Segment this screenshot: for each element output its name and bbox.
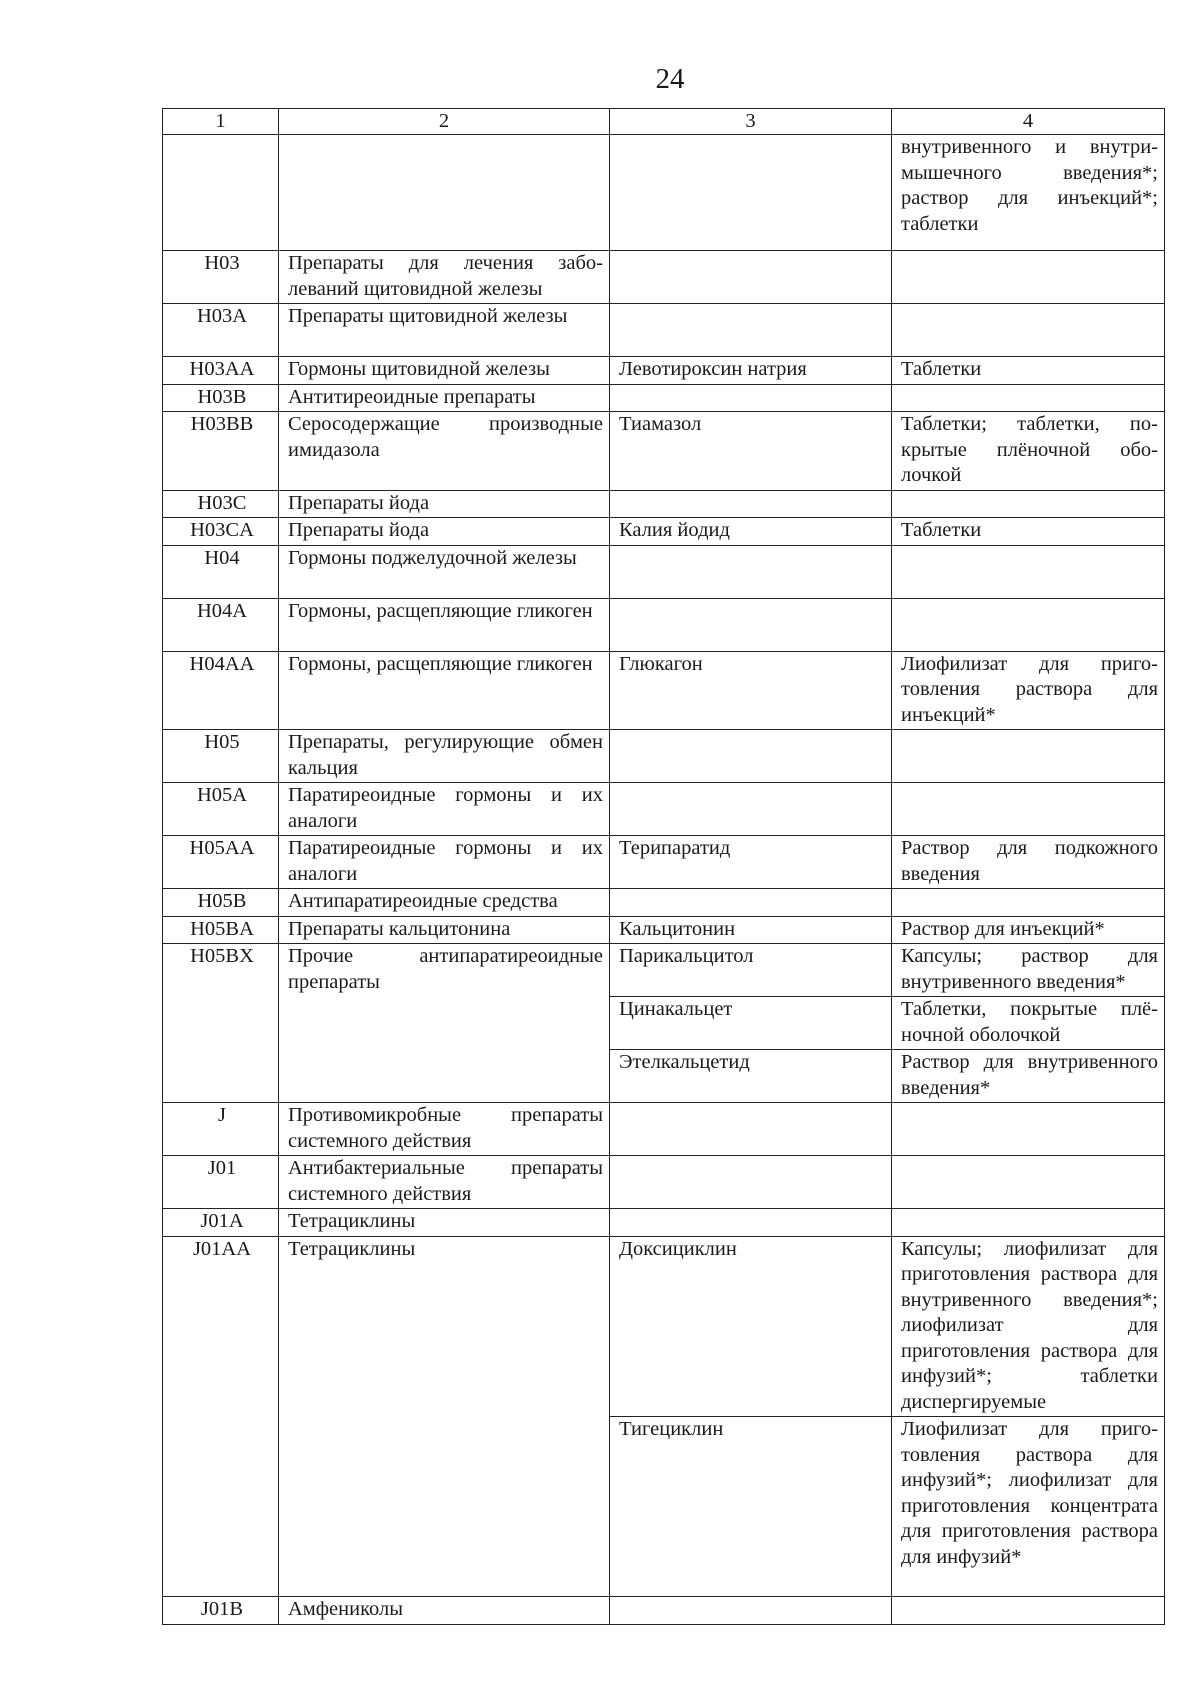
dosage-form: [892, 598, 1165, 651]
table-row: [163, 490, 1165, 518]
atc-code: H05A: [163, 783, 279, 836]
anatomical-group: Антипаратиреоидные средства: [279, 889, 610, 917]
substance: Тиамазол: [610, 412, 892, 491]
anatomical-group: Гормоны поджелудочной железы: [279, 545, 610, 598]
substance: Парикальцитол: [610, 944, 892, 997]
column-header: 4: [892, 109, 1165, 135]
anatomical-group: Серосодержащие производные имидазола: [279, 412, 610, 491]
substance: [610, 783, 892, 836]
substance: Глюкагон: [610, 651, 892, 730]
dosage-form: Таблетки: [892, 518, 1165, 546]
page-number: 24: [655, 63, 685, 95]
drug-table: [162, 108, 1165, 1625]
anatomical-group: Противомикробные препараты системного действия: [279, 1103, 610, 1156]
substance: [610, 1597, 892, 1625]
dosage-form: [892, 1597, 1165, 1625]
column-header: 2: [279, 109, 610, 135]
atc-code: H04: [163, 545, 279, 598]
anatomical-group: Гормоны, расщепляющие гликоген: [279, 598, 610, 651]
anatomical-group: Прочие антипаратиреоидные препараты: [279, 944, 610, 1103]
table-row: [163, 518, 1165, 546]
dosage-form: [892, 889, 1165, 917]
atc-code: J01A: [163, 1209, 279, 1237]
anatomical-group: Гормоны щитовидной железы: [279, 357, 610, 385]
substance: [610, 1156, 892, 1209]
substance: Цинакальцет: [610, 997, 892, 1050]
table-row: [163, 944, 1165, 997]
anatomical-group: Амфениколы: [279, 1597, 610, 1625]
table-row: [163, 357, 1165, 385]
anatomical-group: Антитиреоидные препараты: [279, 384, 610, 412]
table-row: [163, 1103, 1165, 1156]
column-header: 1: [163, 109, 279, 135]
dosage-form: Таблетки, покрытые плёночной оболочкой: [892, 997, 1165, 1050]
table-row: [163, 1156, 1165, 1209]
dosage-form: [892, 251, 1165, 304]
atc-code: H03B: [163, 384, 279, 412]
table-row: [163, 783, 1165, 836]
atc-code: H03: [163, 251, 279, 304]
dosage-form: [892, 730, 1165, 783]
dosage-form: Лиофилизат для приготовления раствора для инфузий*; лиофилизат для приготовления концентрата для приготовления раствора для инфузий*: [892, 1417, 1165, 1597]
substance: Левотироксин натрия: [610, 357, 892, 385]
dosage-form: Таблетки: [892, 357, 1165, 385]
substance: [610, 384, 892, 412]
substance: [610, 135, 892, 251]
dosage-form: [892, 384, 1165, 412]
dosage-form: Таблетки; таблетки, покрытые плёночной оболочкой: [892, 412, 1165, 491]
anatomical-group: Препараты для лечения заболеваний щитовидной железы: [279, 251, 610, 304]
dosage-form: [892, 1103, 1165, 1156]
atc-code: H03C: [163, 490, 279, 518]
anatomical-group: Тетрациклины: [279, 1209, 610, 1237]
anatomical-group: [279, 135, 610, 251]
substance: Доксициклин: [610, 1236, 892, 1417]
atc-code: H05BX: [163, 944, 279, 1103]
atc-code: H03AA: [163, 357, 279, 385]
table-row: [163, 412, 1165, 491]
atc-code: J01B: [163, 1597, 279, 1625]
atc-code: H04A: [163, 598, 279, 651]
dosage-form: [892, 1209, 1165, 1237]
substance: Терипаратид: [610, 836, 892, 889]
dosage-form: [892, 783, 1165, 836]
dosage-form: [892, 545, 1165, 598]
table-row: [163, 545, 1165, 598]
dosage-form: Раствор для внутривенного введения*: [892, 1050, 1165, 1103]
dosage-form: [892, 1156, 1165, 1209]
atc-code: H05BA: [163, 916, 279, 944]
substance: [610, 1209, 892, 1237]
substance: [610, 730, 892, 783]
anatomical-group: Препараты кальцитонина: [279, 916, 610, 944]
substance: Этелкальцетид: [610, 1050, 892, 1103]
anatomical-group: Препараты, регулирующие обмен кальция: [279, 730, 610, 783]
atc-code: H03CA: [163, 518, 279, 546]
column-header: 3: [610, 109, 892, 135]
atc-code: H03A: [163, 304, 279, 357]
atc-code: H05B: [163, 889, 279, 917]
anatomical-group: Препараты йода: [279, 518, 610, 546]
dosage-form: Раствор для инъекций*: [892, 916, 1165, 944]
table-row: [163, 836, 1165, 889]
table-row: [163, 889, 1165, 917]
atc-code: [163, 135, 279, 251]
anatomical-group: Паратиреоидные гормоны и их аналоги: [279, 836, 610, 889]
atc-code: H04AA: [163, 651, 279, 730]
atc-code: J: [163, 1103, 279, 1156]
substance: Тигециклин: [610, 1417, 892, 1597]
table-row: [163, 730, 1165, 783]
table-row: [163, 1209, 1165, 1237]
anatomical-group: Антибактериальные препараты системного действия: [279, 1156, 610, 1209]
table-row: [163, 384, 1165, 412]
table-row: [163, 916, 1165, 944]
table-row: [163, 1236, 1165, 1417]
atc-code: J01AA: [163, 1236, 279, 1597]
table-row: [163, 651, 1165, 730]
table-row: [163, 598, 1165, 651]
dosage-form: [892, 490, 1165, 518]
atc-code: H03BB: [163, 412, 279, 491]
table-row: [163, 304, 1165, 357]
table-header-row: [163, 109, 1165, 135]
anatomical-group: Тетрациклины: [279, 1236, 610, 1597]
dosage-form: Лиофилизат для приготовления раствора для инъекций*: [892, 651, 1165, 730]
substance: [610, 1103, 892, 1156]
anatomical-group: Паратиреоидные гормоны и их аналоги: [279, 783, 610, 836]
substance: [610, 304, 892, 357]
anatomical-group: Гормоны, расщепляющие гликоген: [279, 651, 610, 730]
dosage-form: Раствор для подкожного введения: [892, 836, 1165, 889]
substance: [610, 545, 892, 598]
dosage-form: [892, 304, 1165, 357]
substance: Кальцитонин: [610, 916, 892, 944]
table-row: [163, 251, 1165, 304]
anatomical-group: Препараты щитовидной железы: [279, 304, 610, 357]
dosage-form: Капсулы; раствор для внутривенного введения*: [892, 944, 1165, 997]
atc-code: H05: [163, 730, 279, 783]
substance: Калия йодид: [610, 518, 892, 546]
table-row: [163, 1597, 1165, 1625]
atc-code: H05AA: [163, 836, 279, 889]
substance: [610, 490, 892, 518]
substance: [610, 251, 892, 304]
substance: [610, 598, 892, 651]
dosage-form: Капсулы; лиофилизат для приготовления раствора для внутривенного введения*; лиофилизат для приготовления раствора для инфузий*; таблетки диспергируемые: [892, 1236, 1165, 1417]
substance: [610, 889, 892, 917]
anatomical-group: Препараты йода: [279, 490, 610, 518]
dosage-form: внутривенного и внутримышечного введения*; раствор для инъекций*; таблетки: [892, 135, 1165, 251]
atc-code: J01: [163, 1156, 279, 1209]
table-row: [163, 135, 1165, 251]
